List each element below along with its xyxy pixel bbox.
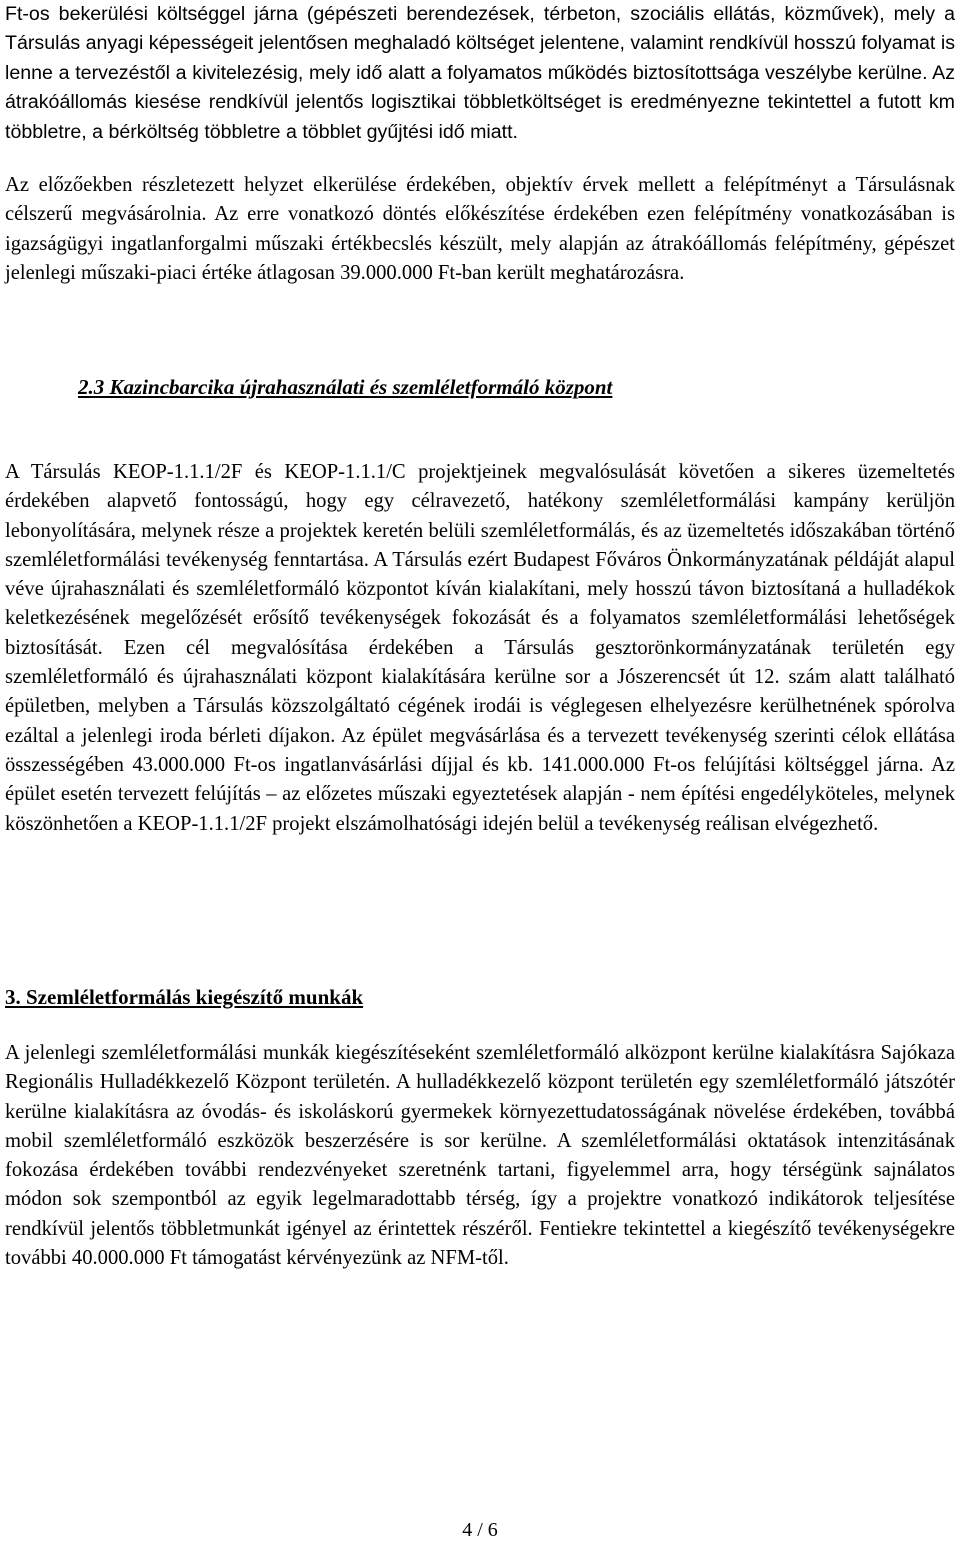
section-2-3-paragraph xyxy=(5,458,955,839)
section-3-paragraph xyxy=(5,1039,955,1273)
section-3-heading: 3. Szemléletformálás kiegészítő munkák xyxy=(5,985,364,1009)
section-2-3-heading: 2.3 Kazincbarcika újrahasználati és szemléletformáló központ xyxy=(78,375,613,399)
document-page xyxy=(5,0,955,1541)
page-number: 4 / 6 xyxy=(462,1519,498,1541)
intro-paragraph-1 xyxy=(5,0,955,147)
intro-text-1: Ft-os bekerülési költséggel járna (gépészeti berendezések, térbeton, szociális ellátás, közművek), mely a Társulás anyagi képességeit jelentősen meghaladó költséget jelentene, valamint rendkívül hosszú folyamat is lenne a tervezéstől a kivitelezésig, mely idő alatt a folyamatos működés biztosítottsága veszélybe kerülne. Az átrakóállomás kiesése rendkívül jelentős logisztikai többletköltséget is eredményezne tekintettel a futott km többletre, a bérköltség többletre a többlet gyűjtési idő miatt. xyxy=(5,3,955,143)
section-3-text: A jelenlegi szemléletformálási munkák kiegészítéseként szemléletformáló alközpont kerülne kialakításra Sajókaza Regionális Hulladékkezelő Központ területén. A hulladékkezelő központ területén egy szemléletformáló játszótér kerülne kialakításra az óvodás- és iskoláskorú gyermekek környezettudatosságának növelése érdekében, továbbá mobil szemléletformáló eszközök beszerzésére is sor kerülne. A szemléletformálási oktatások intenzitásának fokozása érdekében további rendezvényeket szeretnénk tartani, figyelemmel arra, hogy térségünk sajnálatos módon sok szempontból az egyik legelmaradottabb térség, így a projektre vonatkozó indikátorok teljesítése rendkívül jelentős többletmunkát igényel az érintettek részéről. Fentiekre tekintettel a kiegészítő tevékenységekre további 40.000.000 Ft támogatást kérvényezünk az NFM-től. xyxy=(5,1042,955,1270)
section-2-3-text: A Társulás KEOP-1.1.1/2F és KEOP-1.1.1/C projektjeinek megvalósulását követően a sikeres üzemeltetés érdekében alapvető fontosságú, hogy egy célravezető, hatékony szemléletformálási kampány kerüljön lebonyolítására, melynek része a projektek keretén belüli szemléletformálás, és az üzemeltetés időszakában történő szemléletformálási tevékenység fenntartása. A Társulás ezért Budapest Főváros Önkormányzatának példáját alapul véve újrahasználati és szemléletformáló központot kíván kialakítani, mely hosszú távon biztosítaná a hulladékok keletkezésének megelőzését erősítő tevékenységek fokozását és a folyamatos szemléletformálási lehetőségek biztosítását. Ezen cél megvalósítása érdekében a Társulás gesztorönkormányzatának területén egy szemléletformáló és újrahasználati központ kialakítására kerülne sor a Jószerencsét út 12. szám alatt található épületben, melyben a Társulás közszolgáltató cégének irodái is véglegesen elhelyezésre kerülhetnének spórolva ezáltal a jelenlegi iroda bérleti díjakon. Az épület megvásárlása és a tervezett tevékenység szerinti célok ellátása összességében 43.000.000 Ft-os ingatlanvásárlási díjjal és kb. 141.000.000 Ft-os felújítási költséggel járna. Az épület esetén tervezett felújítás – az előzetes műszaki egyeztetések alapján - nem építési engedélyköteles, melynek köszönhetően a KEOP-1.1.1/2F projekt elszámolhatósági idején belül a tevékenység reálisan elvégezhető. xyxy=(5,461,955,835)
intro-paragraph-2 xyxy=(5,171,955,288)
intro-text-2: Az előzőekben részletezett helyzet elkerülése érdekében, objektív érvek mellett a felépítményt a Társulásnak célszerű megvásárolnia. Az erre vonatkozó döntés előkészítése érdekében ezen felépítmény vonatkozásában is igazságügyi ingatlanforgalmi műszaki értékbecslés készült, mely alapján az átrakóállomás felépítmény, gépészet jelenlegi műszaki-piaci értéke átlagosan 39.000.000 Ft-ban került meghatározásra. xyxy=(5,174,955,284)
